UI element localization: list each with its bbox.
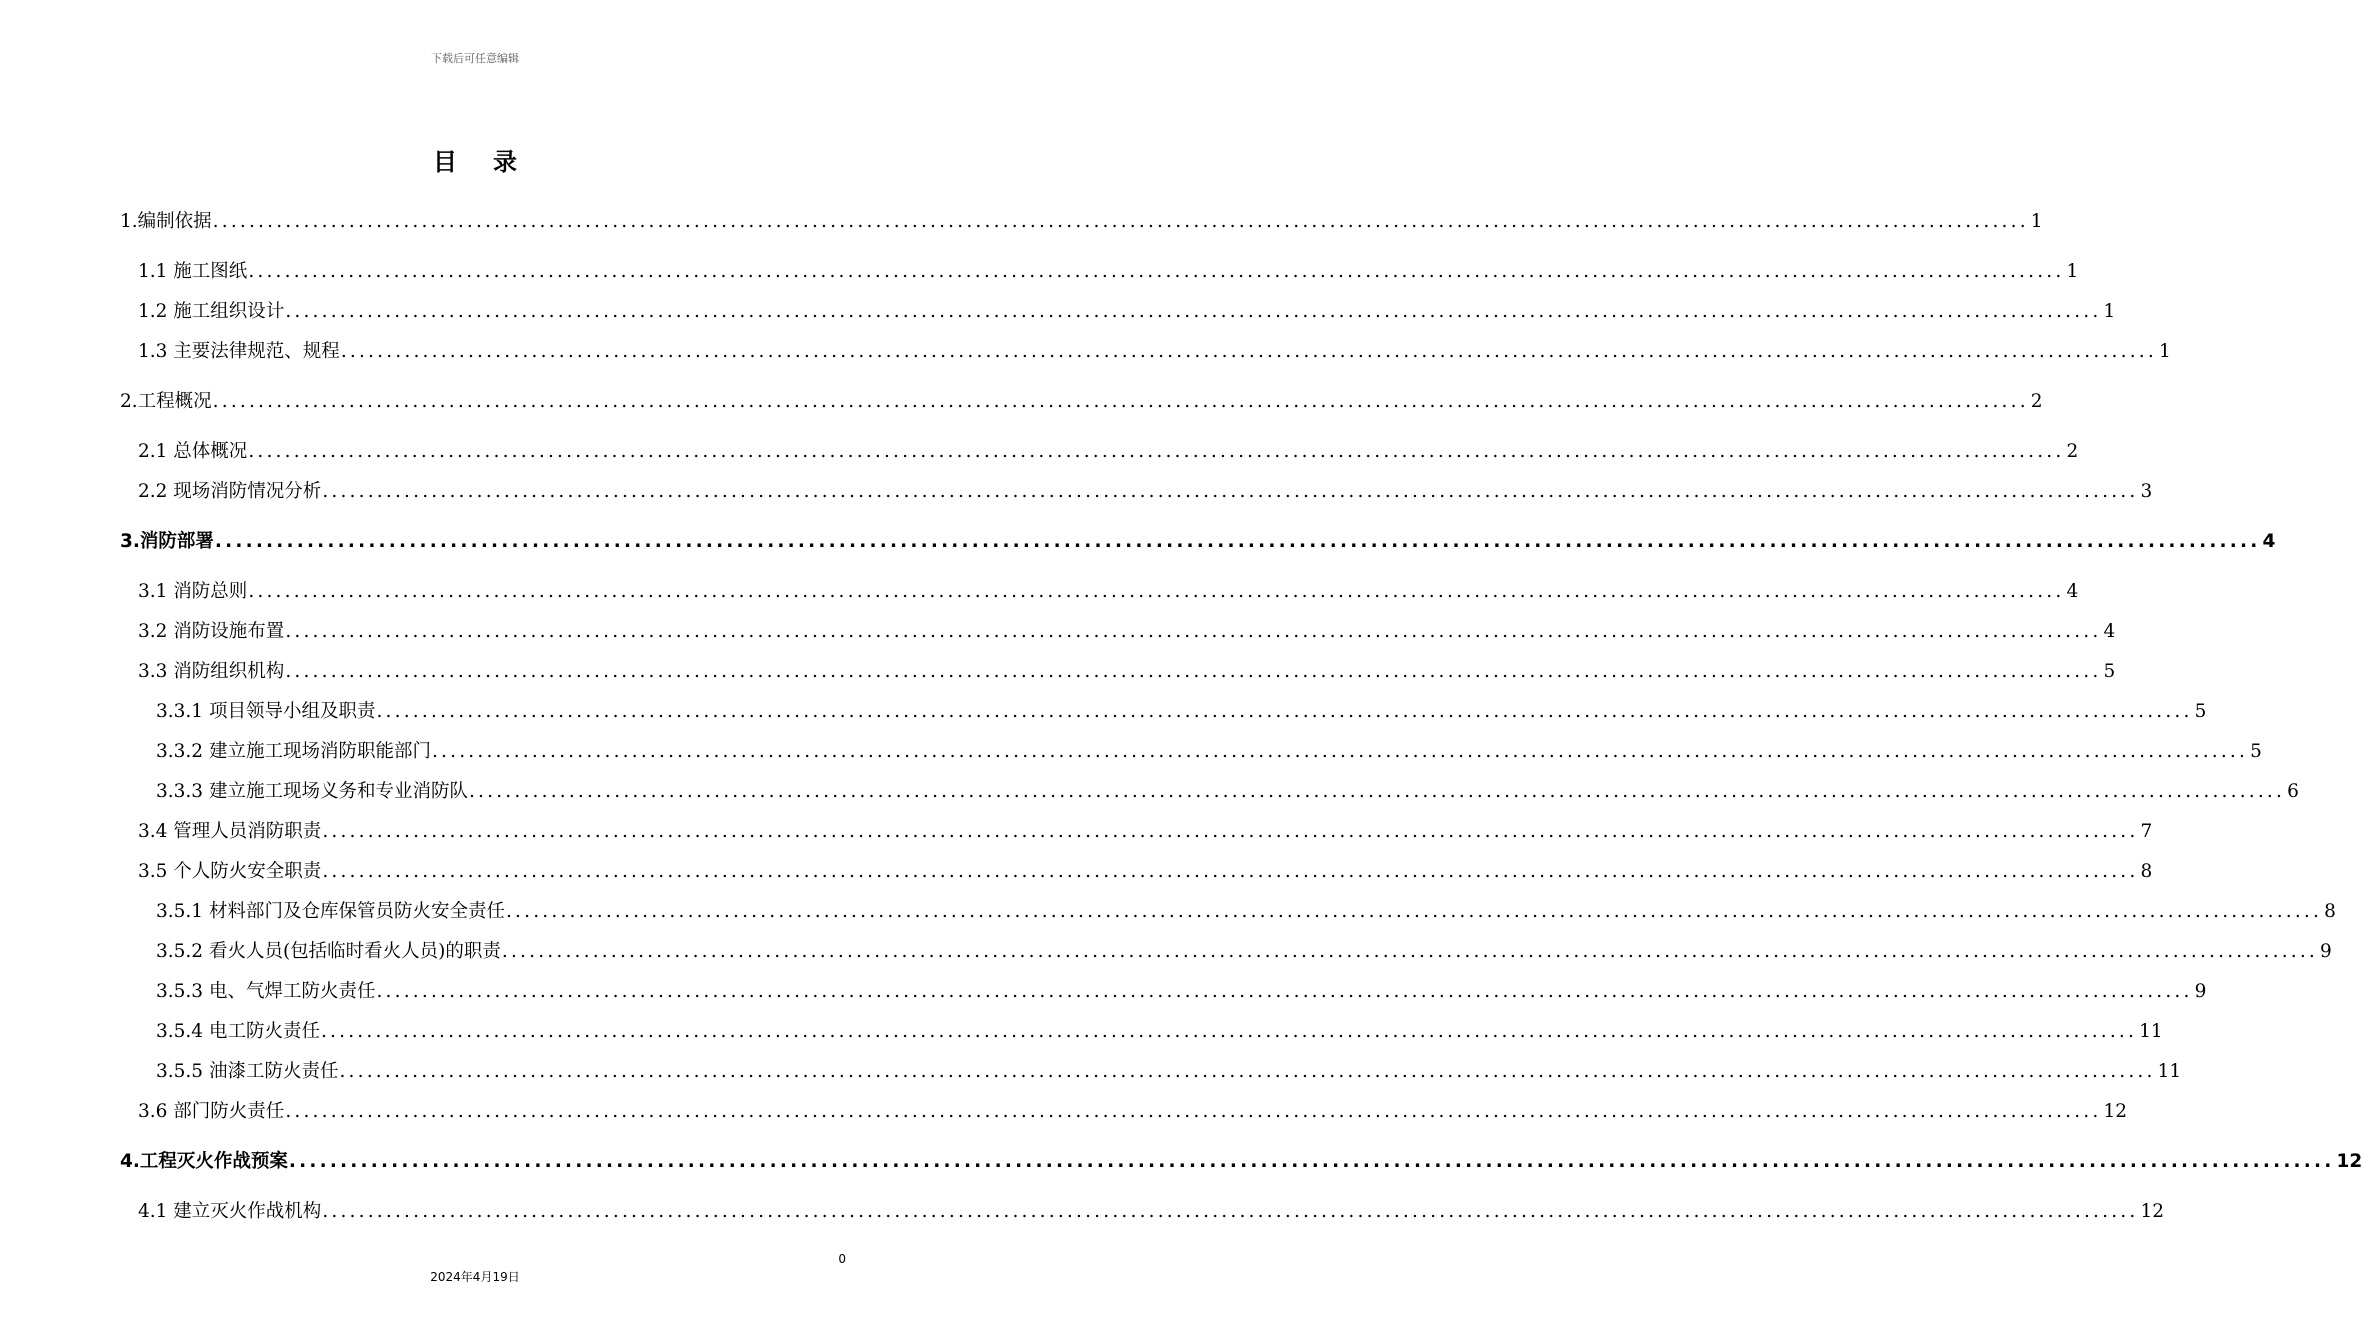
toc-entry[interactable] <box>156 940 2332 964</box>
toc-leader-dots: ........................................................................................................................................................................................................ <box>248 581 2065 602</box>
toc-entry-label: 3.5.2 看火人员(包括临时看火人员)的职责 <box>156 941 501 962</box>
toc-title: 目录 <box>433 148 553 176</box>
toc-leader-dots: ........................................................................................................................................................................................................ <box>320 1021 2138 1042</box>
toc-entry-label: 1.3 主要法律规范、规程 <box>138 341 340 362</box>
toc-leader-dots: ........................................................................................................................................................................................................ <box>468 781 2286 802</box>
toc-entry-label: 3.1 消防总则 <box>138 581 248 602</box>
toc-entry-page: 5 <box>2103 661 2116 682</box>
toc-leader-dots: ........................................................................................................................................................................................................ <box>431 741 2249 762</box>
toc-leader-dots: ........................................................................................................................................................................................................ <box>339 1061 2156 1082</box>
toc-entry-page: 4 <box>2103 621 2116 642</box>
toc-entry[interactable] <box>156 1060 2182 1084</box>
toc-leader-dots: ........................................................................................................................................................................................................ <box>322 1201 2139 1222</box>
toc-entry-label: 3.消防部署 <box>120 531 214 552</box>
toc-entry-label: 3.3.1 项目领导小组及职责 <box>156 701 376 722</box>
page-footer-date: 2024年4月19日 <box>430 1270 520 1284</box>
toc-leader-dots: ........................................................................................................................................................................................................ <box>288 1151 2335 1172</box>
toc-entry[interactable] <box>156 740 2262 764</box>
toc-entry-label: 3.3.2 建立施工现场消防职能部门 <box>156 741 431 762</box>
toc-leader-dots: ........................................................................................................................................................................................................ <box>376 701 2193 722</box>
toc-leader-dots: ........................................................................................................................................................................................................ <box>376 981 2193 1002</box>
toc-entry-page: 11 <box>2157 1061 2182 1082</box>
toc-entry[interactable] <box>138 580 2079 604</box>
toc-leader-dots: ........................................................................................................................................................................................................ <box>248 261 2065 282</box>
toc-entry[interactable] <box>138 860 2153 884</box>
toc-entry-page: 5 <box>2250 741 2262 762</box>
toc-leader-dots: ........................................................................................................................................................................................................ <box>285 301 2102 322</box>
toc-entry-page: 11 <box>2139 1021 2163 1042</box>
toc-entry-page: 3 <box>2140 481 2153 502</box>
toc-entry-page: 4 <box>2262 531 2276 552</box>
toc-entry-label: 1.编制依据 <box>120 211 212 232</box>
page-number: 0 <box>838 1252 846 1266</box>
toc-entry-page: 9 <box>2194 981 2207 1002</box>
toc-entry[interactable] <box>156 900 2336 924</box>
toc-entry-label: 3.4 管理人员消防职责 <box>138 821 322 842</box>
toc-entry[interactable] <box>138 1200 2164 1224</box>
toc-leader-dots: ........................................................................................................................................................................................................ <box>212 391 2029 412</box>
toc-entry[interactable] <box>120 530 2276 554</box>
toc-entry-page: 2 <box>2066 441 2079 462</box>
toc-entry[interactable] <box>120 1150 2362 1174</box>
toc-entry[interactable] <box>156 700 2207 724</box>
toc-entry-page: 2 <box>2030 391 2043 412</box>
toc-entry-label: 3.2 消防设施布置 <box>138 621 285 642</box>
toc-leader-dots: ........................................................................................................................................................................................................ <box>212 211 2029 232</box>
toc-leader-dots: ........................................................................................................................................................................................................ <box>322 821 2139 842</box>
toc-entry[interactable] <box>138 440 2079 464</box>
toc-entry-page: 12 <box>2140 1201 2164 1222</box>
toc-entry-page: 12 <box>2103 1101 2127 1122</box>
toc-entry-label: 3.3 消防组织机构 <box>138 661 285 682</box>
toc-entry-label: 3.5.5 油漆工防火责任 <box>156 1061 339 1082</box>
toc-entry-page: 8 <box>2140 861 2153 882</box>
toc-entry[interactable] <box>138 620 2116 644</box>
toc-entry-label: 2.1 总体概况 <box>138 441 248 462</box>
toc-entry-page: 1 <box>2103 301 2116 322</box>
toc-leader-dots: ........................................................................................................................................................................................................ <box>285 1101 2102 1122</box>
toc-entry-label: 3.3.3 建立施工现场义务和专业消防队 <box>156 781 468 802</box>
toc-entry[interactable] <box>138 820 2153 844</box>
toc-entry[interactable] <box>156 780 2299 804</box>
toc-leader-dots: ........................................................................................................................................................................................................ <box>285 621 2102 642</box>
toc-entry-label: 3.5.3 电、气焊工防火责任 <box>156 981 376 1002</box>
toc-entry-label: 3.6 部门防火责任 <box>138 1101 285 1122</box>
toc-entry-page: 1 <box>2030 211 2043 232</box>
toc-entry[interactable] <box>120 390 2043 414</box>
toc-entry-page: 4 <box>2066 581 2079 602</box>
toc-entry-label: 4.工程灭火作战预案 <box>120 1151 288 1172</box>
toc-entry[interactable] <box>156 980 2207 1004</box>
toc-entry-page: 6 <box>2287 781 2299 802</box>
toc-entry-page: 5 <box>2194 701 2207 722</box>
toc-entry-page: 1 <box>2066 261 2079 282</box>
toc-entry[interactable] <box>120 210 2043 234</box>
toc-entry-label: 2.2 现场消防情况分析 <box>138 481 322 502</box>
toc-entry[interactable] <box>138 660 2116 684</box>
toc-entry-page: 9 <box>2320 941 2332 962</box>
toc-leader-dots: ........................................................................................................................................................................................................ <box>501 941 2319 962</box>
toc-entry-label: 3.5.4 电工防火责任 <box>156 1021 320 1042</box>
toc-entry[interactable] <box>138 480 2153 504</box>
toc-entry-page: 12 <box>2336 1151 2362 1172</box>
toc-leader-dots: ........................................................................................................................................................................................................ <box>322 861 2139 882</box>
toc-entry-page: 1 <box>2158 341 2171 362</box>
toc-leader-dots: ........................................................................................................................................................................................................ <box>505 901 2323 922</box>
toc-entry[interactable] <box>138 300 2116 324</box>
toc-entry-label: 3.5 个人防火安全职责 <box>138 861 322 882</box>
toc-leader-dots: ........................................................................................................................................................................................................ <box>340 341 2157 362</box>
toc-entry-label: 1.1 施工图纸 <box>138 261 248 282</box>
toc-entry-label: 1.2 施工组织设计 <box>138 301 285 322</box>
toc-leader-dots: ........................................................................................................................................................................................................ <box>248 441 2065 462</box>
page-header: 下载后可任意编辑 <box>431 52 519 65</box>
toc-entry-page: 8 <box>2324 901 2336 922</box>
toc-entry[interactable] <box>156 1020 2163 1044</box>
toc-entry[interactable] <box>138 260 2079 284</box>
toc-entry-label: 4.1 建立灭火作战机构 <box>138 1201 322 1222</box>
toc-entry-label: 2.工程概况 <box>120 391 212 412</box>
toc-entry-label: 3.5.1 材料部门及仓库保管员防火安全责任 <box>156 901 505 922</box>
toc-entry-page: 7 <box>2140 821 2153 842</box>
toc-leader-dots: ........................................................................................................................................................................................................ <box>322 481 2139 502</box>
toc-leader-dots: ........................................................................................................................................................................................................ <box>214 531 2261 552</box>
toc-entry[interactable] <box>138 1100 2127 1124</box>
toc-entry[interactable] <box>138 340 2171 364</box>
toc-leader-dots: ........................................................................................................................................................................................................ <box>285 661 2102 682</box>
